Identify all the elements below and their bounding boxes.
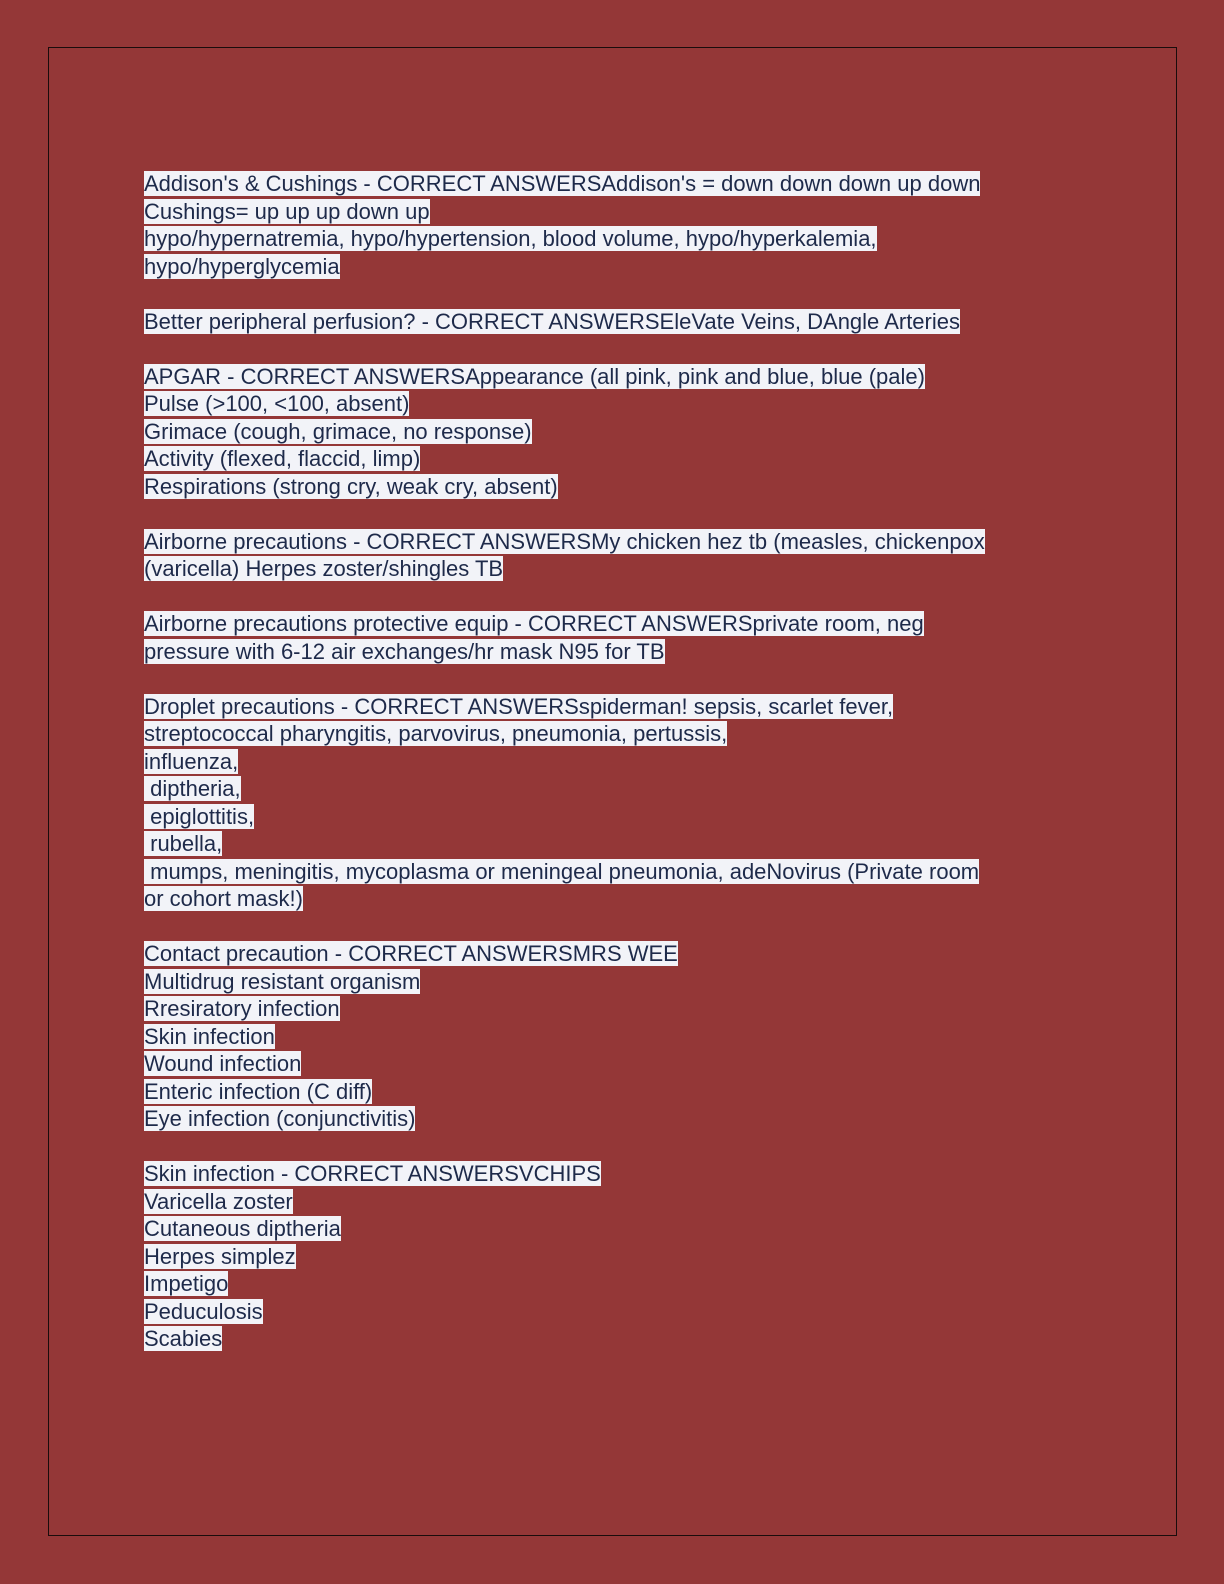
text-line: Peduculosis	[144, 1298, 263, 1324]
text-line: APGAR - CORRECT ANSWERSAppearance (all pink, pink and blue, blue (pale)	[144, 363, 925, 389]
entry-contact-precaution	[144, 940, 1084, 1133]
text-line: Airborne precautions protective equip - CORRECT ANSWERSprivate room, neg	[144, 611, 924, 636]
text-line: Better peripheral perfusion? - CORRECT ANSWERSEleVate Veins, DAngle Arteries	[144, 308, 960, 334]
text-line: Skin infection - CORRECT ANSWERSVCHIPS	[144, 1161, 601, 1186]
text-line: or cohort mask!)	[144, 886, 303, 911]
text-line: Cushings= up up up down up	[144, 198, 430, 224]
text-line: Multidrug resistant organism	[144, 968, 421, 994]
text-line: Airborne precautions - CORRECT ANSWERSMy chicken hez tb (measles, chickenpox	[144, 528, 985, 554]
text-line: diptheria,	[144, 776, 241, 801]
entry-airborne-equipment	[144, 610, 1084, 665]
text-line: mumps, meningitis, mycoplasma or meningeal pneumonia, adeNovirus (Private room	[144, 858, 980, 884]
text-line: Contact precaution - CORRECT ANSWERSMRS WEE	[144, 941, 678, 966]
document-body	[144, 170, 1084, 1380]
text-line: Eye infection (conjunctivitis)	[144, 1106, 416, 1131]
text-line: Impetigo	[144, 1271, 229, 1296]
text-line: Wound infection	[144, 1051, 302, 1076]
text-line: Herpes simplez	[144, 1243, 296, 1269]
text-line: streptococcal pharyngitis, parvovirus, pneumonia, pertussis,	[144, 721, 728, 746]
text-line: Grimace (cough, grimace, no response)	[144, 418, 532, 444]
entry-apgar	[144, 363, 1084, 501]
text-line: epiglottitis,	[144, 803, 255, 829]
text-line: Scabies	[144, 1326, 223, 1351]
entry-peripheral-perfusion	[144, 308, 1084, 336]
text-line: pressure with 6-12 air exchanges/hr mask N95 for TB	[144, 638, 665, 664]
text-line: Pulse (>100, <100, absent)	[144, 391, 410, 416]
entry-addisons-cushings	[144, 170, 1084, 280]
text-line: Addison's & Cushings - CORRECT ANSWERSAddison's = down down down up down	[144, 171, 981, 196]
entry-skin-infection	[144, 1160, 1084, 1353]
entry-droplet-precautions	[144, 693, 1084, 913]
text-line: (varicella) Herpes zoster/shingles TB	[144, 556, 504, 581]
text-line: Enteric infection (C diff)	[144, 1078, 373, 1104]
text-line: Cutaneous diptheria	[144, 1216, 341, 1241]
text-line: Droplet precautions - CORRECT ANSWERSspiderman! sepsis, scarlet fever,	[144, 693, 894, 719]
text-line: influenza,	[144, 748, 239, 774]
text-line: hypo/hyperglycemia	[144, 253, 340, 279]
text-line: Varicella zoster	[144, 1188, 293, 1214]
text-line: hypo/hypernatremia, hypo/hypertension, blood volume, hypo/hyperkalemia,	[144, 226, 877, 251]
text-line: rubella,	[144, 831, 223, 856]
text-line: Respirations (strong cry, weak cry, absent)	[144, 473, 558, 499]
text-line: Skin infection	[144, 1023, 275, 1049]
text-line: Activity (flexed, flaccid, limp)	[144, 446, 421, 471]
entry-airborne-precautions	[144, 528, 1084, 583]
text-line: Rresiratory infection	[144, 996, 340, 1021]
